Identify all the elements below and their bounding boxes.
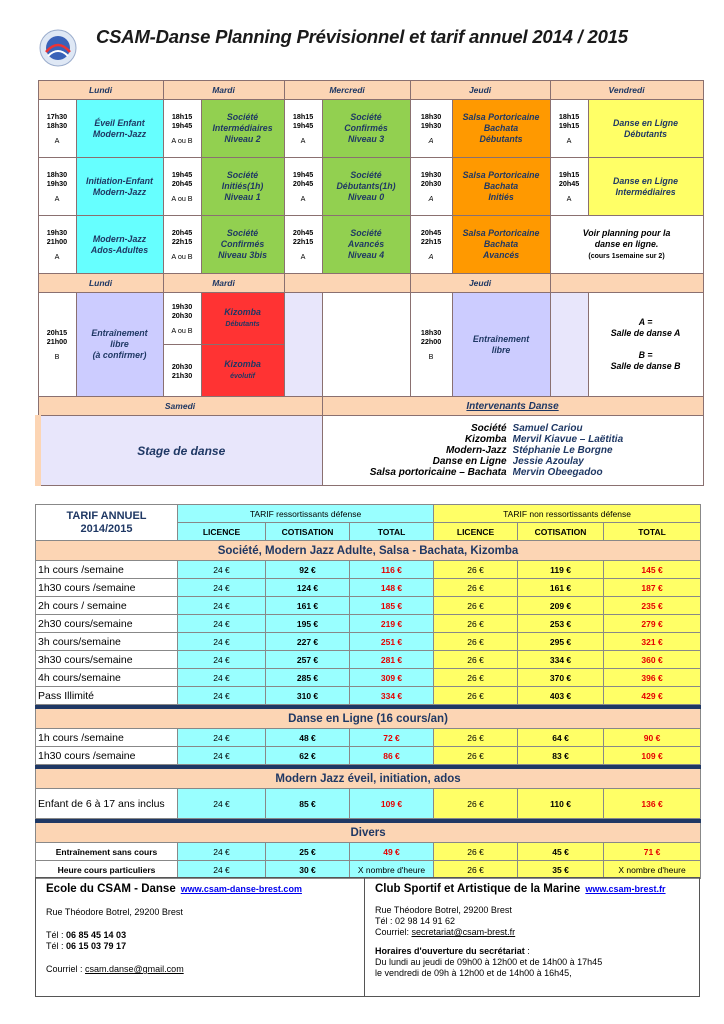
price-cell: 187 € bbox=[604, 579, 701, 597]
price-cell: 48 € bbox=[266, 729, 350, 747]
empty-cell bbox=[284, 293, 322, 397]
class-cell: Société Initiés(1h) Niveau 1 bbox=[201, 158, 284, 216]
price-cell: 310 € bbox=[266, 687, 350, 705]
table-row bbox=[36, 687, 701, 705]
section-header-row bbox=[36, 769, 701, 789]
price-cell: 148 € bbox=[350, 579, 434, 597]
table-row bbox=[36, 651, 701, 669]
price-cell: 253 € bbox=[518, 615, 604, 633]
time-cell: 20h45 22h15 A bbox=[410, 216, 452, 274]
day-header-lundi: Lundi bbox=[38, 81, 163, 100]
ecole-tel-2: Tél : 06 15 03 79 17 bbox=[46, 941, 127, 951]
price-cell: 219 € bbox=[350, 615, 434, 633]
price-cell: 25 € bbox=[266, 843, 350, 861]
class-cell: Société Confirmés Niveau 3 bbox=[322, 100, 410, 158]
empty-header bbox=[550, 274, 703, 293]
table-row bbox=[36, 669, 701, 687]
section-title: Divers bbox=[36, 823, 701, 843]
price-cell: 24 € bbox=[178, 861, 266, 879]
class-cell: Entraînement libre bbox=[452, 293, 550, 397]
time-cell: 20h15 21h00 B bbox=[38, 293, 76, 397]
price-cell: 281 € bbox=[350, 651, 434, 669]
ecole-mail: Courriel : csam.danse@gmail.com bbox=[46, 964, 184, 974]
time-cell: 18h30 22h00 B bbox=[410, 293, 452, 397]
price-cell: 83 € bbox=[518, 747, 604, 765]
row-label: 1h30 cours /semaine bbox=[36, 747, 178, 765]
class-cell: Société Intermédiaires Niveau 2 bbox=[201, 100, 284, 158]
section-title: Modern Jazz éveil, initiation, ados bbox=[36, 769, 701, 789]
stage-cell: Stage de danse bbox=[38, 416, 322, 486]
planning-table bbox=[35, 80, 704, 486]
price-cell: 285 € bbox=[266, 669, 350, 687]
class-cell: Initiation-Enfant Modern-Jazz bbox=[76, 158, 163, 216]
row-label: Entraînement sans cours bbox=[36, 843, 178, 861]
ecole-title: Ecole du CSAM - Danse bbox=[46, 883, 176, 895]
time-cell: 17h30 18h30 A bbox=[38, 100, 76, 158]
row-label: Heure cours particuliers bbox=[36, 861, 178, 879]
price-cell: 24 € bbox=[178, 669, 266, 687]
price-cell: 90 € bbox=[604, 729, 701, 747]
page-title: CSAM-Danse Planning Prévisionnel et tarif annuel 2014 / 2015 bbox=[96, 26, 628, 47]
row-label: 4h cours/semaine bbox=[36, 669, 178, 687]
price-cell: 26 € bbox=[434, 687, 518, 705]
price-cell: 72 € bbox=[350, 729, 434, 747]
price-cell: 26 € bbox=[434, 597, 518, 615]
price-cell: 403 € bbox=[518, 687, 604, 705]
class-cell: Salsa Portoricaine Bachata Initiés bbox=[452, 158, 550, 216]
club-hours-2: le vendredi de 09h à 12h00 et de 14h00 à 16h45, bbox=[375, 968, 572, 978]
col-header: COTISATION bbox=[518, 523, 604, 541]
time-cell: 19h30 20h30 A bbox=[410, 158, 452, 216]
class-cell: Société Débutants(1h) Niveau 0 bbox=[322, 158, 410, 216]
day-header-mercredi: Mercredi bbox=[284, 81, 410, 100]
club-title: Club Sportif et Artistique de la Marine bbox=[375, 883, 581, 895]
price-cell: 24 € bbox=[178, 843, 266, 861]
row-label: Pass Illimité bbox=[36, 687, 178, 705]
price-cell: 30 € bbox=[266, 861, 350, 879]
price-cell: 26 € bbox=[434, 651, 518, 669]
time-cell: 18h30 19h30 A bbox=[38, 158, 76, 216]
price-cell: 92 € bbox=[266, 561, 350, 579]
col-header: LICENCE bbox=[178, 523, 266, 541]
time-cell: 20h45 22h15 A bbox=[284, 216, 322, 274]
price-cell: X nombre d'heure bbox=[604, 861, 701, 879]
class-cell: Danse en Ligne Intermédiaires bbox=[588, 158, 703, 216]
price-cell: 24 € bbox=[178, 579, 266, 597]
price-cell: 370 € bbox=[518, 669, 604, 687]
price-cell: 185 € bbox=[350, 597, 434, 615]
price-cell: 24 € bbox=[178, 687, 266, 705]
price-cell: 209 € bbox=[518, 597, 604, 615]
club-tel: Tél : 02 98 14 91 62 bbox=[375, 916, 456, 926]
empty-header bbox=[284, 274, 410, 293]
empty-cell bbox=[322, 293, 410, 397]
time-cell: 18h15 19h45 A bbox=[284, 100, 322, 158]
day-header-mardi: Mardi bbox=[163, 81, 284, 100]
price-cell: 116 € bbox=[350, 561, 434, 579]
class-cell: Modern-Jazz Ados-Adultes bbox=[76, 216, 163, 274]
price-cell: 24 € bbox=[178, 747, 266, 765]
section-title: Danse en Ligne (16 cours/an) bbox=[36, 709, 701, 729]
day-header-samedi: Samedi bbox=[38, 397, 322, 416]
class-cell: Éveil Enfant Modern-Jazz bbox=[76, 100, 163, 158]
time-cell: 20h45 22h15 A ou B bbox=[163, 216, 201, 274]
footer-club bbox=[364, 877, 700, 997]
row-label: 2h30 cours/semaine bbox=[36, 615, 178, 633]
time-cell: 19h30 20h30 A ou B bbox=[163, 293, 201, 345]
col-header: LICENCE bbox=[434, 523, 518, 541]
csam-logo-icon bbox=[38, 28, 78, 68]
price-cell: 26 € bbox=[434, 747, 518, 765]
col-header: COTISATION bbox=[266, 523, 350, 541]
club-hours-1: Du lundi au jeudi de 09h00 à 12h00 et de 14h00 à 17h45 bbox=[375, 957, 603, 967]
price-cell: 235 € bbox=[604, 597, 701, 615]
price-cell: 257 € bbox=[266, 651, 350, 669]
price-cell: 45 € bbox=[518, 843, 604, 861]
price-cell: 26 € bbox=[434, 843, 518, 861]
price-cell: 109 € bbox=[604, 747, 701, 765]
price-cell: 227 € bbox=[266, 633, 350, 651]
time-cell: 19h45 20h45 A bbox=[284, 158, 322, 216]
ecole-tel-1: Tél : 06 85 45 14 03 bbox=[46, 930, 127, 940]
price-cell: 109 € bbox=[350, 789, 434, 819]
class-cell: Kizomba Débutants bbox=[201, 293, 284, 345]
class-cell: Entraînement libre (à confirmer) bbox=[76, 293, 163, 397]
price-cell: 26 € bbox=[434, 861, 518, 879]
class-cell: Société Confirmés Niveau 3bis bbox=[201, 216, 284, 274]
col-header: TOTAL bbox=[604, 523, 701, 541]
club-link[interactable]: www.csam-brest.fr bbox=[585, 884, 666, 894]
time-cell: 18h30 19h30 A bbox=[410, 100, 452, 158]
time-cell: 19h30 21h00 A bbox=[38, 216, 76, 274]
section-header-row bbox=[36, 541, 701, 561]
time-cell: 19h45 20h45 A ou B bbox=[163, 158, 201, 216]
ecole-link[interactable]: www.csam-danse-brest.com bbox=[180, 884, 302, 894]
price-cell: 24 € bbox=[178, 729, 266, 747]
tarif-group-defense: TARIF ressortissants défense bbox=[178, 505, 434, 523]
table-row bbox=[36, 843, 701, 861]
price-cell: 161 € bbox=[518, 579, 604, 597]
class-cell: Danse en Ligne Débutants bbox=[588, 100, 703, 158]
club-hours-title: Horaires d'ouverture du secrétariat : bbox=[375, 946, 530, 956]
price-cell: 309 € bbox=[350, 669, 434, 687]
price-cell: X nombre d'heure bbox=[350, 861, 434, 879]
price-cell: 26 € bbox=[434, 669, 518, 687]
price-cell: 334 € bbox=[518, 651, 604, 669]
price-cell: 321 € bbox=[604, 633, 701, 651]
class-cell: Salsa Portoricaine Bachata Débutants bbox=[452, 100, 550, 158]
tarif-title: TARIF ANNUEL 2014/2015 bbox=[36, 505, 178, 541]
day-header-vendredi: Vendredi bbox=[550, 81, 703, 100]
table-row bbox=[36, 747, 701, 765]
col-header: TOTAL bbox=[350, 523, 434, 541]
price-cell: 24 € bbox=[178, 651, 266, 669]
price-cell: 110 € bbox=[518, 789, 604, 819]
club-mail: Courriel: secretariat@csam-brest.fr bbox=[375, 927, 516, 937]
section-header-row bbox=[36, 709, 701, 729]
price-cell: 62 € bbox=[266, 747, 350, 765]
time-cell: 19h15 20h45 A bbox=[550, 158, 588, 216]
price-cell: 26 € bbox=[434, 561, 518, 579]
table-row bbox=[36, 789, 701, 819]
row-label: 3h30 cours/semaine bbox=[36, 651, 178, 669]
price-cell: 396 € bbox=[604, 669, 701, 687]
price-cell: 429 € bbox=[604, 687, 701, 705]
time-cell: 18h15 19h45 A ou B bbox=[163, 100, 201, 158]
table-row bbox=[36, 561, 701, 579]
tarif-table bbox=[35, 504, 701, 879]
table-row bbox=[36, 861, 701, 879]
footer-ecole bbox=[35, 877, 365, 997]
price-cell: 295 € bbox=[518, 633, 604, 651]
section-title: Société, Modern Jazz Adulte, Salsa - Bachata, Kizomba bbox=[36, 541, 701, 561]
price-cell: 26 € bbox=[434, 615, 518, 633]
day-header-jeudi: Jeudi bbox=[410, 81, 550, 100]
class-cell: Salsa Portoricaine Bachata Avancés bbox=[452, 216, 550, 274]
price-cell: 26 € bbox=[434, 579, 518, 597]
price-cell: 119 € bbox=[518, 561, 604, 579]
planning-note: Voir planning pour la danse en ligne. (cours 1semaine sur 2) bbox=[550, 216, 703, 274]
price-cell: 26 € bbox=[434, 789, 518, 819]
price-cell: 124 € bbox=[266, 579, 350, 597]
price-cell: 26 € bbox=[434, 633, 518, 651]
price-cell: 251 € bbox=[350, 633, 434, 651]
intervenants-cell: Société Samuel Cariou Kizomba Mervil Kiavue – Laëtitia Modern-Jazz Stéphanie Le Borgne Danse en Ligne Jessie Azoulay Salsa portoricaine – Bachata Mervin Obeegadoo bbox=[322, 416, 703, 486]
intervenants-header: Intervenants Danse bbox=[322, 397, 703, 416]
price-cell: 71 € bbox=[604, 843, 701, 861]
class-cell: Kizomba évolutif bbox=[201, 345, 284, 397]
time-cell: 18h15 19h15 A bbox=[550, 100, 588, 158]
price-cell: 85 € bbox=[266, 789, 350, 819]
row-label: 2h cours / semaine bbox=[36, 597, 178, 615]
day-header-jeudi-2: Jeudi bbox=[410, 274, 550, 293]
row-label: Enfant de 6 à 17 ans inclus bbox=[36, 789, 178, 819]
class-cell: Société Avancés Niveau 4 bbox=[322, 216, 410, 274]
price-cell: 35 € bbox=[518, 861, 604, 879]
price-cell: 360 € bbox=[604, 651, 701, 669]
row-label: 1h cours /semaine bbox=[36, 561, 178, 579]
price-cell: 24 € bbox=[178, 789, 266, 819]
table-row bbox=[36, 633, 701, 651]
row-label: 3h cours/semaine bbox=[36, 633, 178, 651]
empty-cell bbox=[550, 293, 588, 397]
row-label: 1h cours /semaine bbox=[36, 729, 178, 747]
tarif-group-non-defense: TARIF non ressortissants défense bbox=[434, 505, 701, 523]
price-cell: 195 € bbox=[266, 615, 350, 633]
price-cell: 145 € bbox=[604, 561, 701, 579]
price-cell: 64 € bbox=[518, 729, 604, 747]
table-row bbox=[36, 579, 701, 597]
table-row bbox=[36, 729, 701, 747]
price-cell: 334 € bbox=[350, 687, 434, 705]
price-cell: 279 € bbox=[604, 615, 701, 633]
price-cell: 24 € bbox=[178, 615, 266, 633]
price-cell: 136 € bbox=[604, 789, 701, 819]
table-row bbox=[36, 597, 701, 615]
ecole-address: Rue Théodore Botrel, 29200 Brest bbox=[46, 907, 183, 917]
day-header-mardi-2: Mardi bbox=[163, 274, 284, 293]
price-cell: 24 € bbox=[178, 561, 266, 579]
section-header-row bbox=[36, 823, 701, 843]
row-label: 1h30 cours /semaine bbox=[36, 579, 178, 597]
price-cell: 161 € bbox=[266, 597, 350, 615]
price-cell: 86 € bbox=[350, 747, 434, 765]
price-cell: 24 € bbox=[178, 597, 266, 615]
time-cell: 20h30 21h30 bbox=[163, 345, 201, 397]
price-cell: 49 € bbox=[350, 843, 434, 861]
day-header-lundi-2: Lundi bbox=[38, 274, 163, 293]
price-cell: 24 € bbox=[178, 633, 266, 651]
price-cell: 26 € bbox=[434, 729, 518, 747]
club-address: Rue Théodore Botrel, 29200 Brest bbox=[375, 905, 512, 915]
rooms-legend: A = Salle de danse A B = Salle de danse B bbox=[588, 293, 703, 397]
table-row bbox=[36, 615, 701, 633]
